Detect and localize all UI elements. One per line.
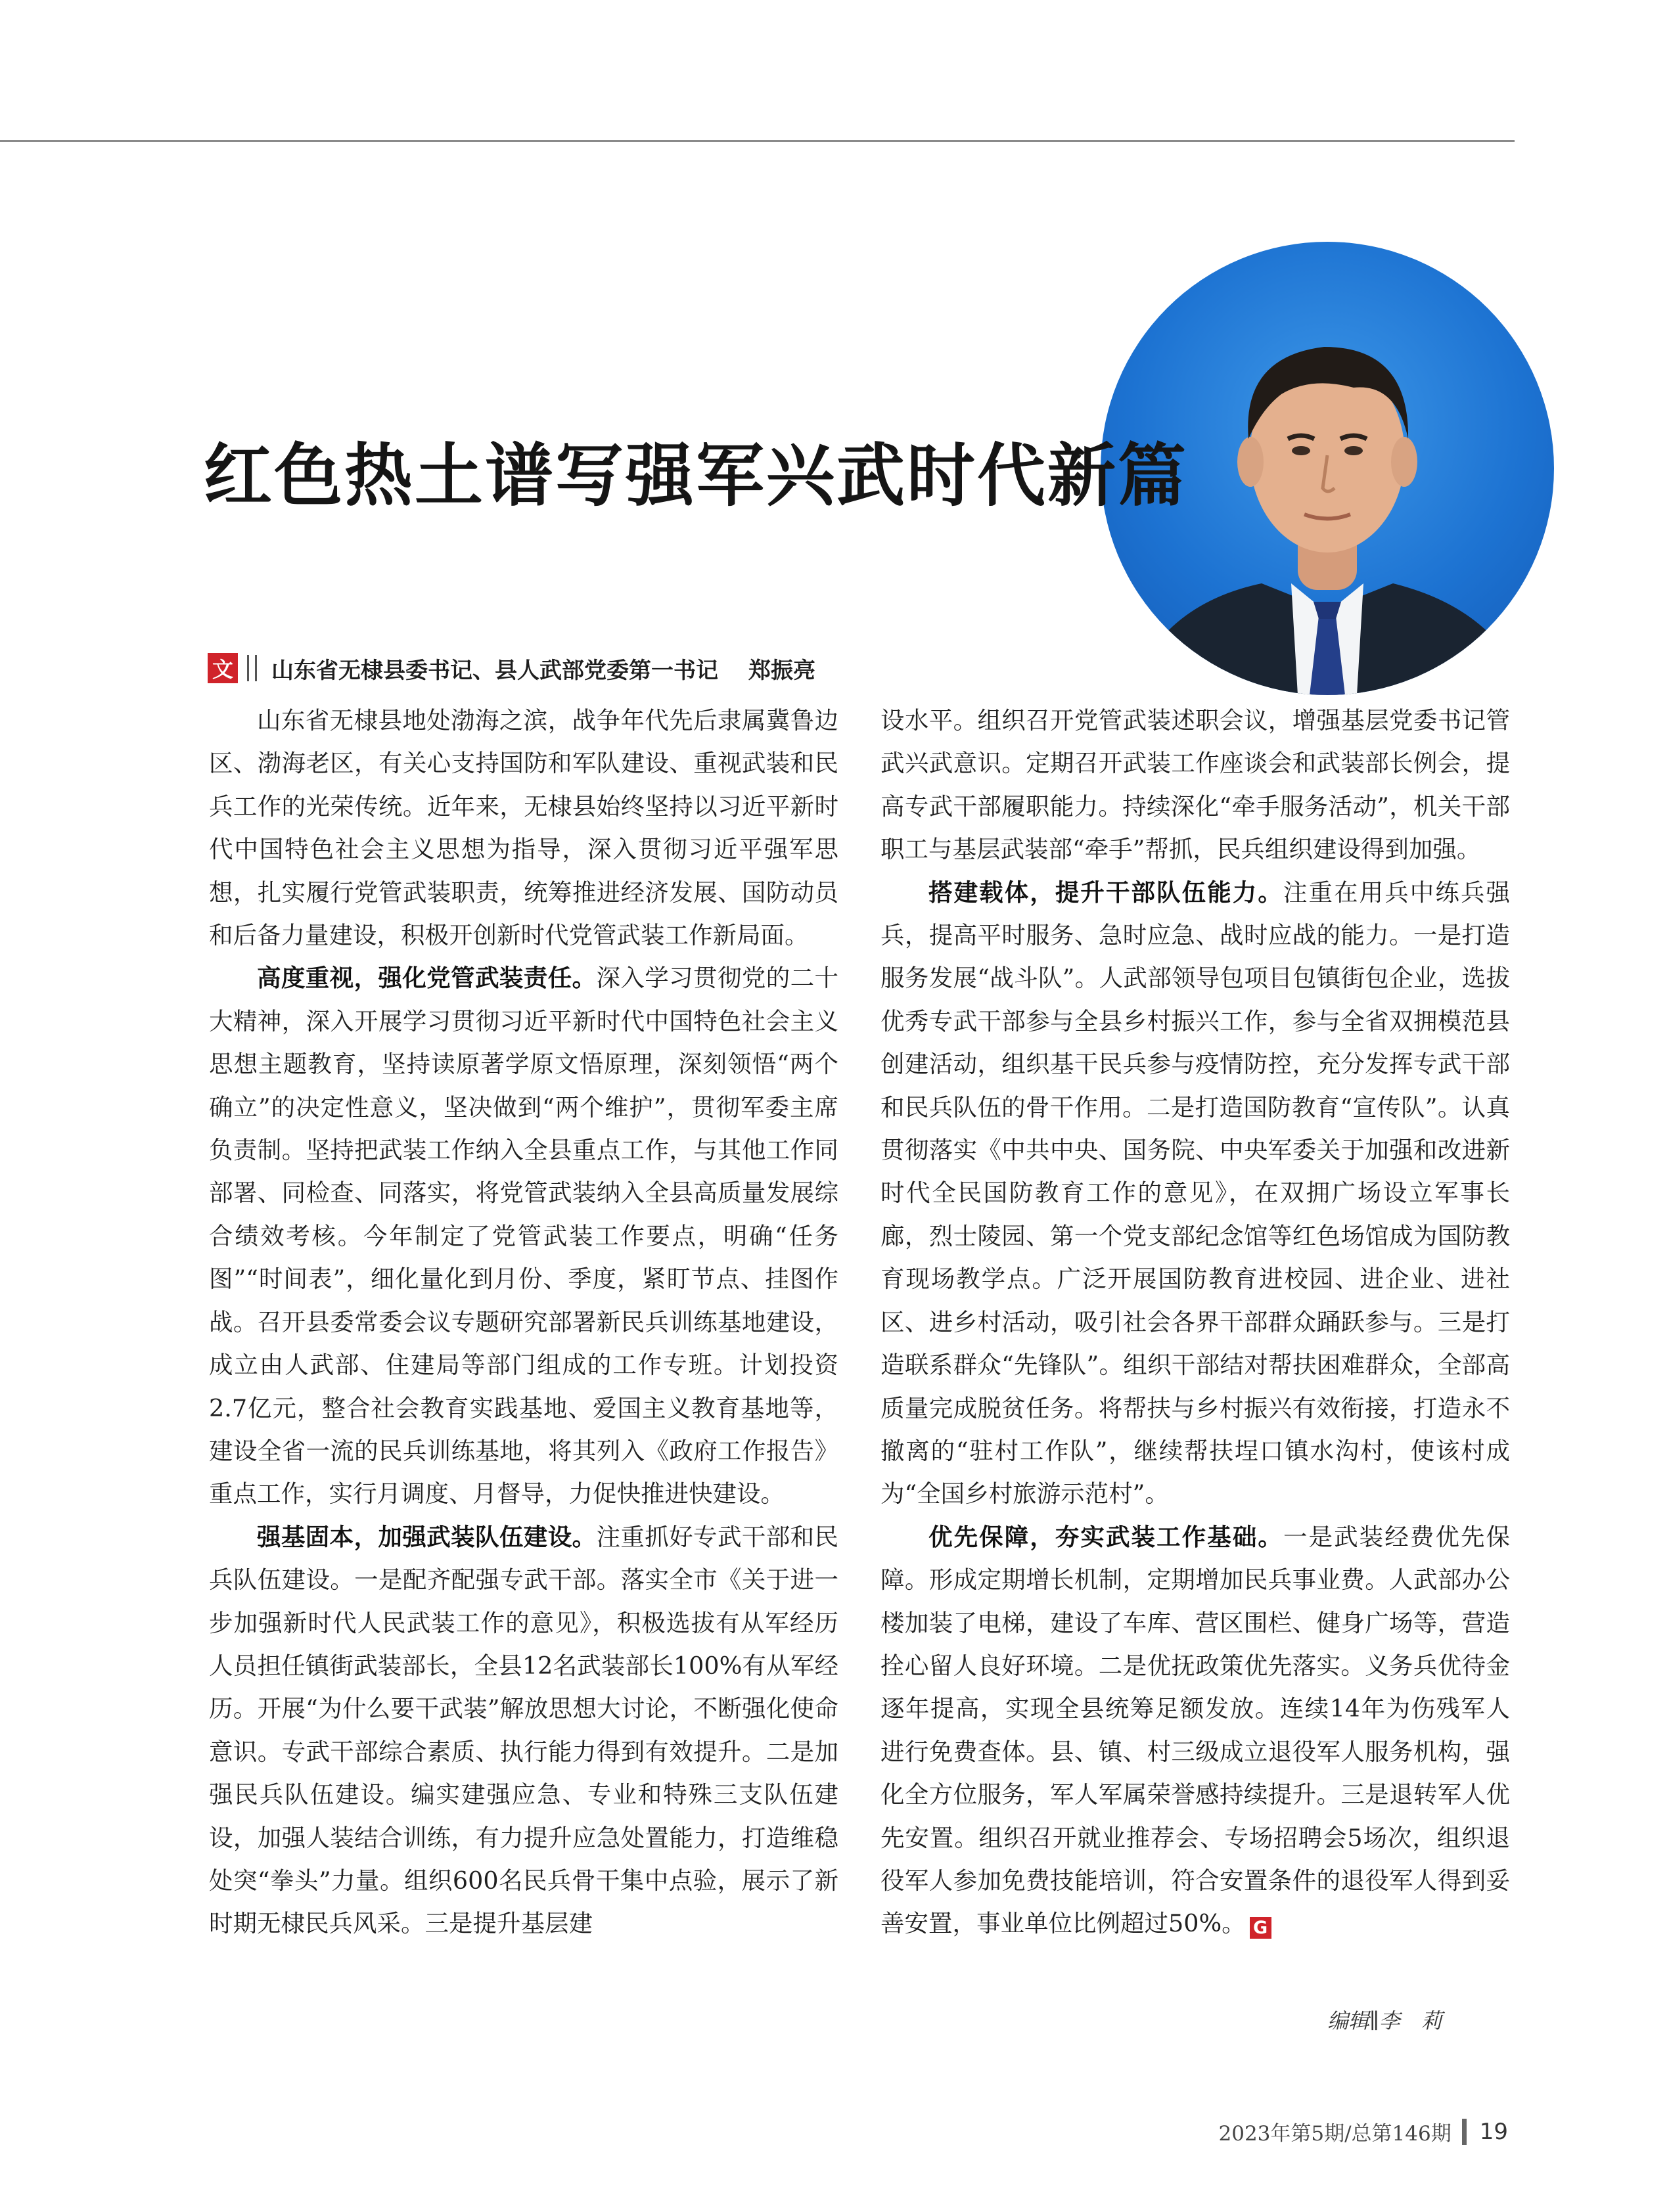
- page-folio: [1219, 2117, 1509, 2146]
- folio-divider: [1462, 2119, 1467, 2145]
- body-column-right: [880, 699, 1510, 1945]
- section-3-text: 注重在用兵中练兵强兵，提高平时服务、急时应急、战时应战的能力。一是打造服务发展“战斗队”。人武部领导包项目包镇街包企业，选拔优秀专武干部参与全县乡村振兴工作，参与全省双拥模范县创建活动，组织基干民兵参与疫情防控，充分发挥专武干部和民兵队伍的骨干作用。二是打造国防教育“宣传队”。认真贯彻落实《中共中央、国务院、中央军委关于加强和改进新时代全民国防教育工作的意见》，在双拥广场设立军事长廊，烈士陵园、第一个党支部纪念馆等红色场馆成为国防教育现场教学点。广泛开展国防教育进校园、进企业、进社区、进乡村活动，吸引社会各界干部群众踊跃参与。三是打造联系群众“先锋队”。组织干部结对帮扶困难群众，全部高质量完成脱贫任务。将帮扶与乡村振兴有效衔接，打造永不撤离的“驻村工作队”，继续帮扶埕口镇水沟村，使该村成为“全国乡村旅游示范村”。: [880, 878, 1511, 1508]
- section-1-paragraph: [209, 957, 838, 1515]
- intro-paragraph: 山东省无棣县地处渤海之滨，战争年代先后隶属冀鲁边区、渤海老区，有关心支持国防和军队建设、重视武装和民兵工作的光荣传统。近年来，无棣县始终坚持以习近平新时代中国特色社会主义思想为指导，深入贯彻习近平强军思想，扎实履行党管武装职责，统筹推进经济发展、国防动员和后备力量建设，积极开创新时代党管武装工作新局面。: [209, 706, 838, 950]
- section-3-paragraph: [880, 871, 1510, 1516]
- article-title: 红色热土谱写强军兴武时代新篇: [204, 436, 1189, 516]
- body-column-left: [209, 699, 838, 1945]
- byline: [208, 651, 815, 685]
- issue-label: 2023年第5期/总第146期: [1218, 2122, 1452, 2146]
- header-rule: [0, 140, 1515, 142]
- section-4-heading: 优先保障，夯实武装工作基础。: [928, 1522, 1283, 1551]
- section-1-text: 深入学习贯彻党的二十大精神，深入开展学习贯彻习近平新时代中国特色社会主义思想主题教育，坚持读原著学原文悟原理，深刻领悟“两个确立”的决定性意义，坚决做到“两个维护”，贯彻军委主席负责制。坚持把武装工作纳入全县重点工作，与其他工作同部署、同检查、同落实，将党管武装纳入全县高质量发展综合绩效考核。今年制定了党管武装工作要点，明确“任务图”“时间表”，细化量化到月份、季度，紧盯节点、挂图作战。召开县委常委会议专题研究部署新民兵训练基地建设，成立由人武部、住建局等部门组成的工作专班。计划投资2.7亿元，整合社会教育实践基地、爱国主义教育基地等，建设全省一流的民兵训练基地，将其列入《政府工作报告》重点工作，实行月调度、月督导，力促快推进快建设。: [209, 964, 839, 1508]
- section-4-paragraph: [880, 1516, 1510, 1945]
- page-number: 19: [1479, 2118, 1508, 2145]
- section-2-continuation: 设水平。组织召开党管武装述职会议，增强基层党委书记管武兴武意识。定期召开武装工作座谈会和武装部长例会，提高专武干部履职能力。持续深化“牵手服务活动”，机关干部职工与基层武装部“牵手”帮抓，民兵组织建设得到加强。: [880, 706, 1510, 864]
- editor-credit: 编辑∥李 莉: [1327, 2008, 1442, 2033]
- end-of-article-mark: G: [1250, 1917, 1271, 1939]
- section-1-heading: 高度重视，强化党管武装责任。: [257, 964, 597, 993]
- byline-affiliation: 山东省无棣县委书记、县人武部党委第一书记: [271, 657, 718, 684]
- byline-separator: [247, 655, 257, 681]
- byline-author: 郑振亮: [748, 657, 815, 684]
- section-2-text: 注重抓好专武干部和民兵队伍建设。一是配齐配强专武干部。落实全市《关于进一步加强新时代人民武装工作的意见》，积极选拔有从军经历人员担任镇街武装部长，全县12名武装部长100%有从军经历。开展“为什么要干武装”解放思想大讨论，不断强化使命意识。专武干部综合素质、执行能力得到有效提升。二是加强民兵队伍建设。编实建强应急、专业和特殊三支队伍建设，加强人装结合训练，有力提升应急处置能力，打造维稳处突“拳头”力量。组织600名民兵骨干集中点验，展示了新时期无棣民兵风采。三是提升基层建: [209, 1522, 839, 1938]
- section-4-text: 一是武装经费优先保障。形成定期增长机制，定期增加民兵事业费。人武部办公楼加装了电梯，建设了车库、营区围栏、健身广场等，营造拴心留人良好环境。二是优抚政策优先落实。义务兵优待金逐年提高，实现全县统筹足额发放。连续14年为伤残军人进行免费查体。县、镇、村三级成立退役军人服务机构，强化全方位服务，军人军属荣誉感持续提升。三是退转军人优先安置。组织召开就业推荐会、专场招聘会5场次，组织退役军人参加免费技能培训，符合安置条件的退役军人得到妥善安置，事业单位比例超过50%。: [880, 1522, 1511, 1938]
- byline-tag: 文: [208, 653, 238, 683]
- section-2-paragraph: [209, 1516, 838, 1945]
- section-3-heading: 搭建载体，提升干部队伍能力。: [928, 878, 1283, 907]
- section-2-heading: 强基固本，加强武装队伍建设。: [257, 1522, 597, 1551]
